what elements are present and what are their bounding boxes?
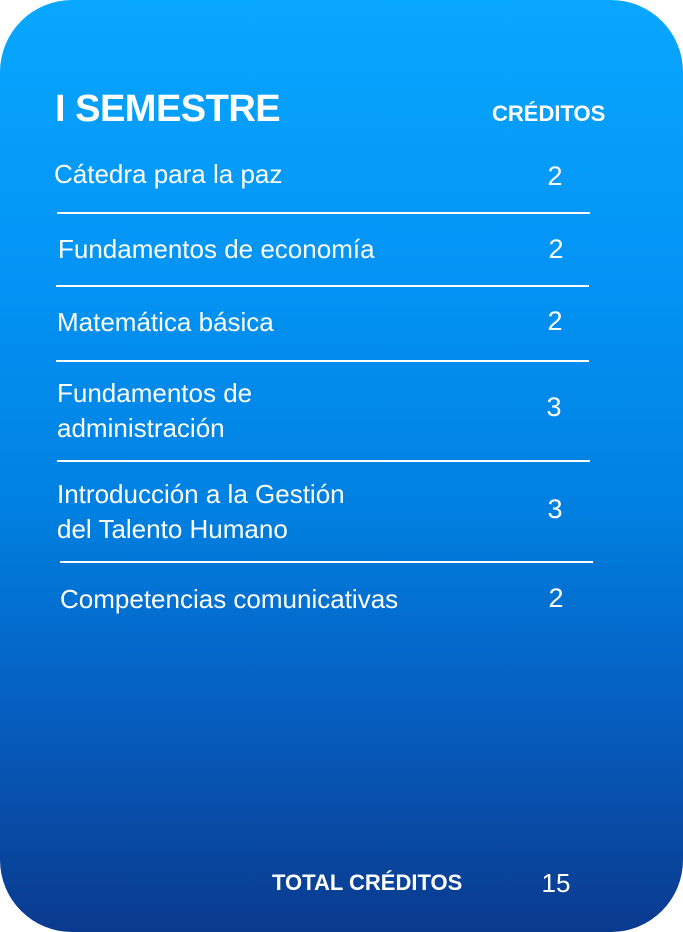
credits-column-header: CRÉDITOS — [492, 101, 606, 126]
total-credits-label: TOTAL CRÉDITOS — [272, 870, 463, 895]
course-name: Matemática básica — [57, 307, 274, 337]
course-credits: 2 — [548, 234, 564, 264]
course-name-line-2: del Talento Humano — [57, 514, 288, 544]
row-divider — [56, 360, 589, 362]
course-credits: 2 — [548, 583, 564, 613]
semester-title: I SEMESTRE — [55, 88, 281, 130]
course-name-line-1: Fundamentos de — [57, 378, 253, 408]
course-name: Competencias comunicativas — [60, 584, 399, 614]
row-divider — [57, 212, 590, 214]
course-credits: 3 — [546, 392, 562, 422]
row-divider — [56, 285, 589, 287]
total-credits-value: 15 — [541, 868, 571, 898]
course-name-line-1: Introducción a la Gestión — [57, 479, 345, 509]
course-name: Cátedra para la paz — [54, 159, 283, 189]
course-credits: 2 — [547, 161, 563, 191]
course-name-line-2: administración — [57, 413, 225, 443]
row-divider — [57, 460, 590, 462]
course-credits: 3 — [547, 494, 563, 524]
row-divider — [60, 561, 593, 563]
course-credits: 2 — [547, 306, 563, 336]
course-name: Fundamentos de economía — [58, 234, 375, 264]
